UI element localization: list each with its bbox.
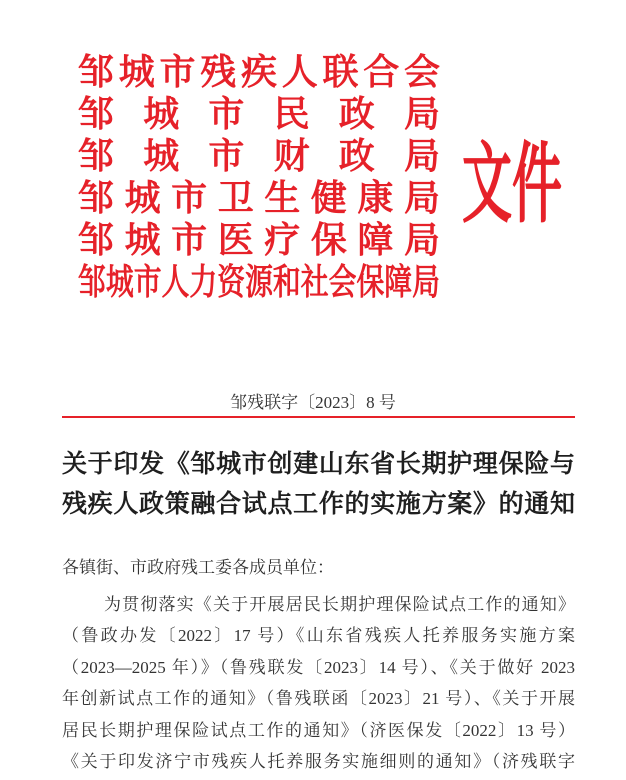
document-title — [62, 445, 575, 525]
masthead-agency-disabled-persons-federation: 邹城市残疾人联合会 — [78, 51, 440, 93]
body-line: （鲁政办发〔2022〕17 号）《山东省残疾人托养服务实施方案 — [62, 626, 575, 646]
document-number: 邹残联字〔2023〕8 号 — [230, 393, 396, 412]
masthead-agency-medical-security: 邹城市医疗保障局 — [78, 219, 440, 261]
body-line: （2023—2025 年）》（鲁残联发〔2023〕14 号）、《关于做好 2023 — [62, 657, 575, 677]
body-paragraph — [62, 589, 575, 777]
document-title-line: 残疾人政策融合试点工作的实施方案》的通知 — [62, 491, 575, 518]
document-title-line: 关于印发《邹城市创建山东省长期护理保险与 — [62, 451, 575, 478]
body-line: 居民长期护理保险试点工作的通知》（济医保发〔2022〕13 号） — [62, 720, 575, 740]
masthead-document-label: 文件 — [462, 131, 562, 235]
masthead-agency-human-resources: 邹城市人力资源和社会保障局 — [78, 261, 440, 303]
masthead-agency-finance: 邹城市财政局 — [78, 135, 440, 177]
masthead-agency-health: 邹城市卫生健康局 — [78, 177, 440, 219]
body-line: 《关于印发济宁市残疾人托养服务实施细则的通知》（济残联字 — [62, 751, 575, 771]
red-separator-line — [62, 416, 575, 418]
masthead-agencies — [78, 51, 440, 303]
body-line: 为贯彻落实《关于开展居民长期护理保险试点工作的通知》 — [104, 595, 575, 614]
salutation: 各镇街、市政府残工委各成员单位： — [62, 558, 334, 577]
masthead-agency-civil-affairs: 邹城市民政局 — [78, 93, 440, 135]
body-line: 年创新试点工作的通知》（鲁残联函〔2023〕21 号）、《关于开展 — [62, 689, 575, 709]
